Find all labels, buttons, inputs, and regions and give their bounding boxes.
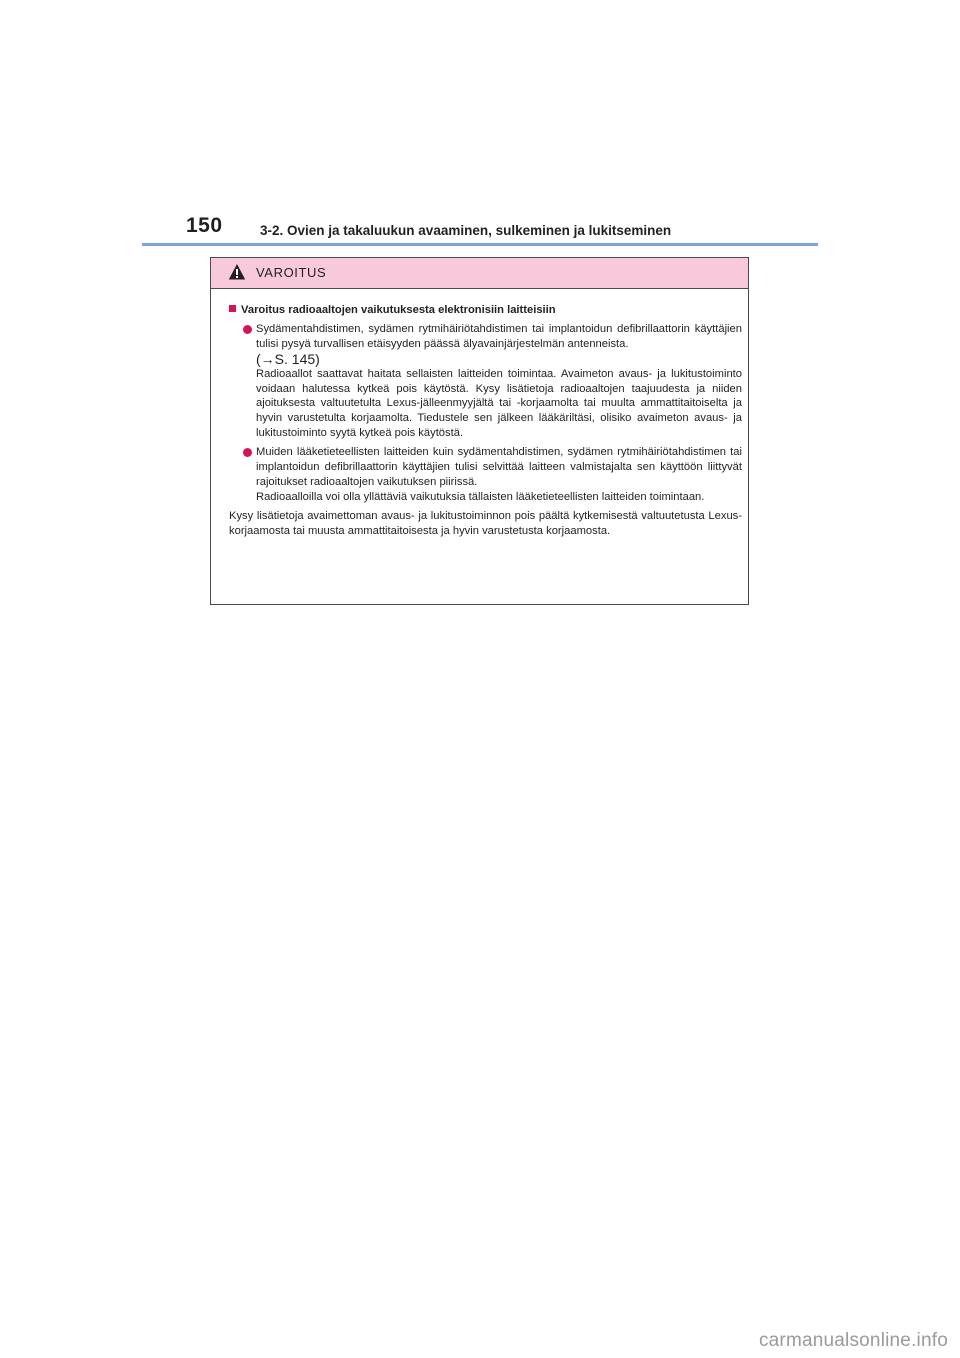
item-paragraph: Sydämentahdistimen, sydämen rytmihäiriötahdistimen tai implantoidun defibrillaattorin käyttäjien tulisi pysyä turvallisen etäisyyden päässä älyavainjärjestelmän antenneista. [256,322,742,350]
item-paragraph: Radioaallot saattavat haitata sellaisten laitteiden toimintaa. Avaimeton avaus- ja lukitustoiminto voidaan halutessa kytkeä pois käytöstä. Kysy lisätietoja radioaaltojen taajuudesta ja niiden ajoituksesta valtuutetulta Lexus-jälleenmyyjältä tai -korjaamolta tai muulta ammattitaitoiselta ja hyvin varustetulta korjaamolta. Tiedustele sen jälkeen lääkäriltäsi, olisiko avaimeton avaus- ja lukitustoiminto syytä kytkeä pois käytöstä. [256,367,742,440]
warning-topic-text: Varoitus radioaaltojen vaikutuksesta elektronisiin laitteisiin [241,304,556,316]
round-bullet-icon [243,325,252,334]
item-paragraph: Muiden lääketieteellisten laitteiden kuin sydämentahdistimen, sydämen rytmihäiriötahdistimen tai implantoidun defibrillaattorin käyttäjien tulisi selvittää laitteen valmistajalta sen käyttöön liittyvät rajoitukset radioaaltojen vaikutuksen piirissä. [256,446,742,488]
warning-topic [229,303,742,318]
square-bullet-icon [229,305,236,312]
warning-body [211,289,748,539]
header-rule [142,243,818,246]
warning-note: Kysy lisätietoja avaimettoman avaus- ja lukitustoiminnon pois päältä kytkemisestä valtuutetusta Lexus-korjaamosta tai muusta ammattitaitoisesta ja hyvin varustetusta korjaamosta. [229,509,742,537]
section-title: 3-2. Ovien ja takaluukun avaaminen, sulkeminen ja lukitseminen [260,223,672,238]
warning-box [210,257,749,605]
warning-header [211,258,748,289]
item-paragraph: Radioaalloilla voi olla yllättäviä vaikutuksia tällaisten lääketieteellisten laitteiden toimintaan. [256,490,705,503]
watermark: carmanualsonline.info [758,1330,948,1351]
round-bullet-icon [243,448,252,457]
warning-title: VAROITUS [256,265,327,280]
warning-triangle-icon [228,263,246,281]
list-item [243,445,742,505]
list-item [243,322,742,441]
page-number: 150 [186,214,223,237]
page-reference-link[interactable]: (→S. 145) [256,350,320,367]
